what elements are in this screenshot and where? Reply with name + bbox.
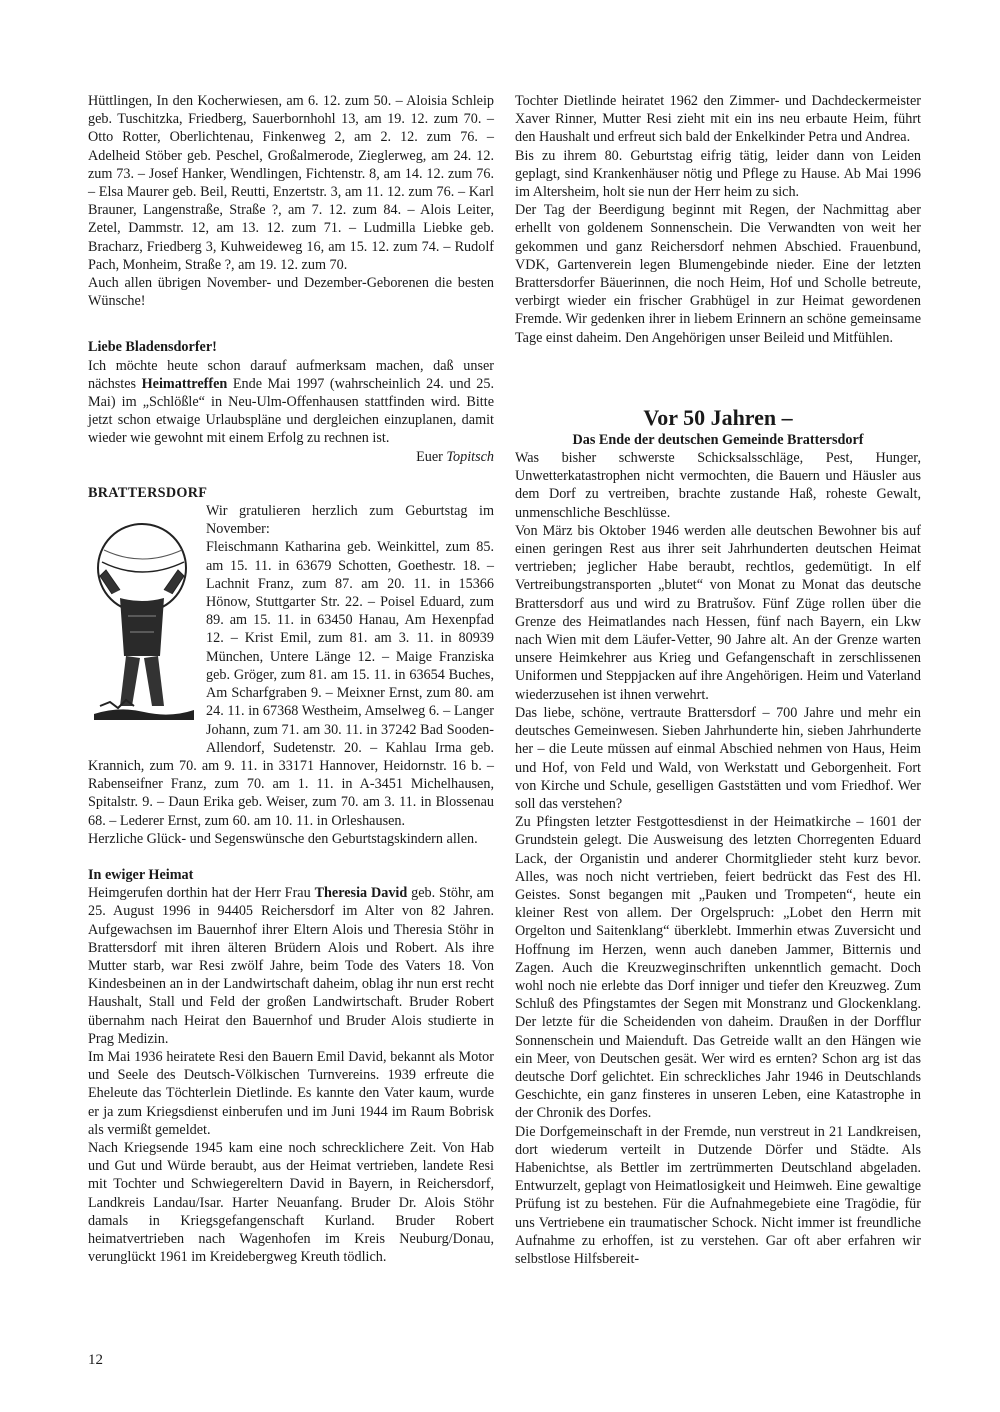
- bladensdorf-text: Ich möchte heute schon darauf aufmerksam machen, daß unser nächstes Heimattreffen Ende Mai 1997 (wahrscheinlich 24. und 25. Mai) im „Schlößle“ in Neu-Ulm-Offenhausen stattfinden wird. Bitte jetzt schon etwaige Urlaubspläne und dergleichen einzuplanen, damit wieder wie gewohnt mit einem Erfolg zu rechnen ist.: [88, 357, 494, 447]
- bladensdorf-heading: Liebe Bladensdorfer!: [88, 339, 217, 356]
- brattersdorf-heading: BRATTERSDORF: [88, 484, 208, 501]
- atlas-statue-illustration: [90, 506, 198, 736]
- brattersdorf-wishes: Herzliche Glück- und Segenswünsche den Geburtstagskindern allen.: [88, 830, 478, 847]
- birthday-list-continued: Hüttlingen, In den Kocherwiesen, am 6. 12. zum 50. – Aloisia Schleip geb. Tuschitzka, Friedberg, Sauerbornhohl 13, am 19. 12. zum 70. – Otto Rotter, Oberlichtenau, Finkenweg 2, am 2. 12. zum 76. – Adelheid Stöber geb. Peschel, Großalmerode, Zieglerweg, am 24. 12. zum 73. – Josef Hanker, Wendlingen, Fichtenstr. 8, am 14. 12. zum 76. – Elsa Maurer geb. Beil, Reutti, Enzertstr. 3, am 11. 12. zum 76. – Karl Brauner, Langenstraße, Straße ?, am 7. 12. zum 84. – Alois Leiter, Zetel, Dammstr. 12, am 13. 12. zum 71. – Ludmilla Liebke geb. Bracharz, Friedberg 3, Kuhweideweg 16, am 15. 12. zum 74. – Rudolf Pach, Monheim, Straße ?, am 19. 12. zum 70.: [88, 93, 494, 273]
- heimat-paragraph-2: Im Mai 1936 heiratete Resi den Bauern Emil David, bekannt als Motor und Seele des Deutsch-Völkischen Turnvereins. 1939 erfreute die Eheleute das Töchterlein Dietlinde. Es kannte den Vater kaum, wurde er ja zum Kriegsdienst einberufen und im Juni 1944 im Raum Bobrisk als vermißt gemeldet.: [88, 1048, 494, 1138]
- article-paragraph-3: Das liebe, schöne, vertraute Brattersdorf – 700 Jahre und mehr ein deutsches Gemeinwesen. Sieben Jahrhunderte hin, sieben Jahrhunderte her – die Leute müssen auf einmal Abschied nehmen von Haus, Heim und Hof, von Feld und Wald, von Werkstatt und Geborgenheit. Fort von Kirche und Schule, geselligen Gaststätten und vom Friedhof. Wer soll das verstehen?: [515, 704, 921, 812]
- brattersdorf-section: [88, 484, 494, 848]
- page-number: 12: [88, 1352, 103, 1368]
- article-paragraph-4: Zu Pfingsten letzter Festgottesdienst in der Heimatkirche – 1601 der Grundstein gelegt. Die Ausweisung des letzten Chorregenten Eduard Lack, der Organistin und anderer Chormitglieder steht kurz bevor. Alles, was noch nicht vertrieben, feiert bedrückt das Fest des Hl. Geistes. Sonst begangen mit „Pauken und Trompeten“, heute ein kleiner Rest von allem. Der Orgelspruch: „Lobet den Herrn mit Orgelton und Saitenklang“ überklebt. Immerhin etwas Zuversicht und Hoffnung im Herzen, wenn auch daneben Jammer, Bitternis und Zagen. Auch die Kreuzweginschriften unkenntlich gemacht. Doch wohl noch nie erlebte das Dorf inniger und tiefer den Kreuzweg. Zum Schluß des Pfingstamtes der Segen mit Monstranz und Glockenklang. Der letzte für die Scheidenden von daheim. Draußen in der Dorfflur Sonnenschein und Maienduft. Das Getreide wallt an den Hängen wie ein Meer, von Deutschen gesät. Wer wird es ernten? Schon arg ist das deutsche Dorf gelichtet. Ein schreckliches Jahr 1946 in Deutschlands Geschichte, ein ganz finsteres in unseren Leben, eine Katastrophe in der Chronik des Dorfes.: [515, 814, 921, 1122]
- left-column: [88, 92, 494, 1266]
- article-subtitle: Das Ende der deutschen Gemeinde Brattersdorf: [572, 431, 864, 448]
- obituary-paragraph-5: Bis zu ihrem 80. Geburtstag eifrig tätig, leider dann von Leiden geplagt, sind Krankenhäuser nötig und Pflege zu Hause. Ab Mai 1996 im Altersheim, holt sie nun der Herr heim zu sich.: [515, 147, 921, 201]
- article-title: Vor 50 Jahren –: [643, 404, 793, 430]
- article-paragraph-5: Die Dorfgemeinschaft in der Fremde, nun verstreut in 21 Landkreisen, dort wiederum verteilt in Dutzende Dörfer und Städte. Als Habenichtse, als Bettler im zertrümmerten Deutschland abgeladen. Entwurzelt, geplagt von Heimatlosigkeit und Heimweh. Eine gewaltige Prüfung ist zu bestehen. Für die Aufnahmegebiete eine Tragödie, für uns Vertriebene ein traumatischer Schock. Nicht immer ist freundliche Aufnahme zu erhoffen, ist zu verstehen. Gar oft aber erfahren wir selbstlose Hilfsbereit-: [515, 1123, 921, 1267]
- wishes-text: Auch allen übrigen November- und Dezember-Geborenen die besten Wünsche!: [88, 275, 494, 310]
- brattersdorf-birthdays: Fleischmann Katharina geb. Weinkittel, zum 85. am 15. 11. in 63679 Schotten, Goethestr. 18. – Lachnit Franz, zum 87. am 20. 11. in 15366 Hönow, Stuttgarter Str. 22. – Poisel Eduard, zum 89. am 15. 11. in 63450 Hanau, Am Hexenpfad 12. – Krist Emil, zum 81. am 3. 11. in 80939 München, Untere Länge 12. – Maige Franziska geb. Gröger, zum 81. am 15. 11. in 63654 Buches, Am Scharfgraben 9. – Meixner Ernst, zum 80. am 24. 11. in 67368 Westheim, Amselweg 6. – Langer Johann, zum 71. am 30. 11. in 37242 Bad Sooden-Allendorf, Sudetenstr. 20. – Kahlau Irma geb. Krannich, zum 70. am 9. 11. in 33171 Hannover, Heidornstr. 16 b. – Rabenseifner Franz, zum 70. am 1. 11. in A-3451 Michelhausen, Spitalstr. 9. – Daun Erika geb. Weiser, zum 70. am 3. 11. in Blossenau 68. – Lederer Ernst, zum 60. am 10. 11. in Orleshausen.: [88, 539, 494, 829]
- article-paragraph-1: Was bisher schwerste Schicksalsschläge, Pest, Hunger, Unwetterkatastrophen nicht vermochten, die Bauern und Häusler aus dem Dorf zu vertreiben, brachte zustande Haß, roheste Gewalt, unmenschliche Beschlüsse.: [515, 450, 921, 521]
- heimat-heading: In ewiger Heimat: [88, 866, 194, 883]
- obituary-paragraph-6: Der Tag der Beerdigung beginnt mit Regen, der Nachmittag aber erhellt von goldenem Sonnenschein. Die Verwandten von weit her gekommen und ganz Reichersdorf nehmen Abschied. Frauenbund, VDK, Gartenverein legen Blumengebinde nieder. Eine der letzten Brattersdorfer Bäuerinnen, die noch Heim, Hof und Scholle betreute, verbirgt wieder ein frischer Grabhügel in zur Heimat gewordenen Fremde. Wir gedenken ihrer in liebem Erinnern an schöne gemeinsame Tage einst daheim. Den Angehörigen unser Beileid und Mitfühlen.: [515, 202, 921, 346]
- heimat-paragraph-3: Nach Kriegsende 1945 kam eine noch schrecklichere Zeit. Von Hab und Gut und Würde beraubt, aus der Heimat vertrieben, landete Resi mit Tochter und Schwiegereltern David in Bayern, in Reichersdorf, Landkreis Landau/Isar. Harter Neuanfang. Bruder Dr. Alois Stöhr damals in Kriegsgefangenschaft Kurland. Bruder Robert heimatvertrieben nach Wagenhofen im Kreis Neuburg/Donau, verunglückt 1961 im Kreidebergweg Kreuth tödlich.: [88, 1139, 494, 1266]
- atlas-icon: [90, 506, 198, 736]
- article-paragraph-2: Von März bis Oktober 1946 werden alle deutschen Bewohner bis auf einen geringen Rest aus ihrer seit Jahrhunderten deutschen Heimat vertrieben; jeglicher Habe beraubt, rechtlos, gedemütigt. In elf Vertreibungstransporten „blutet“ von Monat zu Monat das deutsche Brattersdorf aus und wird zu Bratrušov. Fünf Züge rollen über die Grenze des Heimatlandes nach Hessen, fünf nach Bayern, ein Lkw nach Wien mit dem Läufer-Vetter, 90 Jahre alt. An der Grenze warten unsere Heimkehrer aus Krieg und Gefangenschaft in zerschlissenen Uniformen und Steppjacken auf ihre Angehörigen. Heim und Vaterland wiederzusehen ist ihnen verwehrt.: [515, 522, 921, 703]
- bladensdorf-signature: Euer Topitsch: [416, 448, 494, 465]
- heimat-paragraph-1: Heimgerufen dorthin hat der Herr Frau Theresia David geb. Stöhr, am 25. August 1996 in 94405 Reichersdorf im Alter von 82 Jahren. Aufgewachsen im Bauernhof ihrer Eltern Alois und Theresia Stöhr in Brattersdorf mit ihren älteren Brüdern Alois und Robert. Als ihre Mutter starb, war Resi zwölf Jahre, beim Tode des Vaters 18. Von Kindesbeinen an in der Landwirtschaft daheim, oblag ihr nun erst recht Haushalt, Stall und Feld der großen Landwirtschaft. Bruder Robert übernahm nach Heirat den Bauernhof und Bruder Alois studierte in Prag Medizin.: [88, 885, 494, 1047]
- obituary-paragraph-4: Tochter Dietlinde heiratet 1962 den Zimmer- und Dachdeckermeister Xaver Rinner, Mutter Resi zieht mit ein ins neu erbaute Heim, führt den Haushalt und erfreut sich bald der Enkelkinder Petra und Andrea.: [515, 93, 921, 146]
- right-column: [515, 92, 921, 1268]
- brattersdorf-intro: Wir gratulieren herzlich zum Geburtstag im November:: [206, 503, 494, 538]
